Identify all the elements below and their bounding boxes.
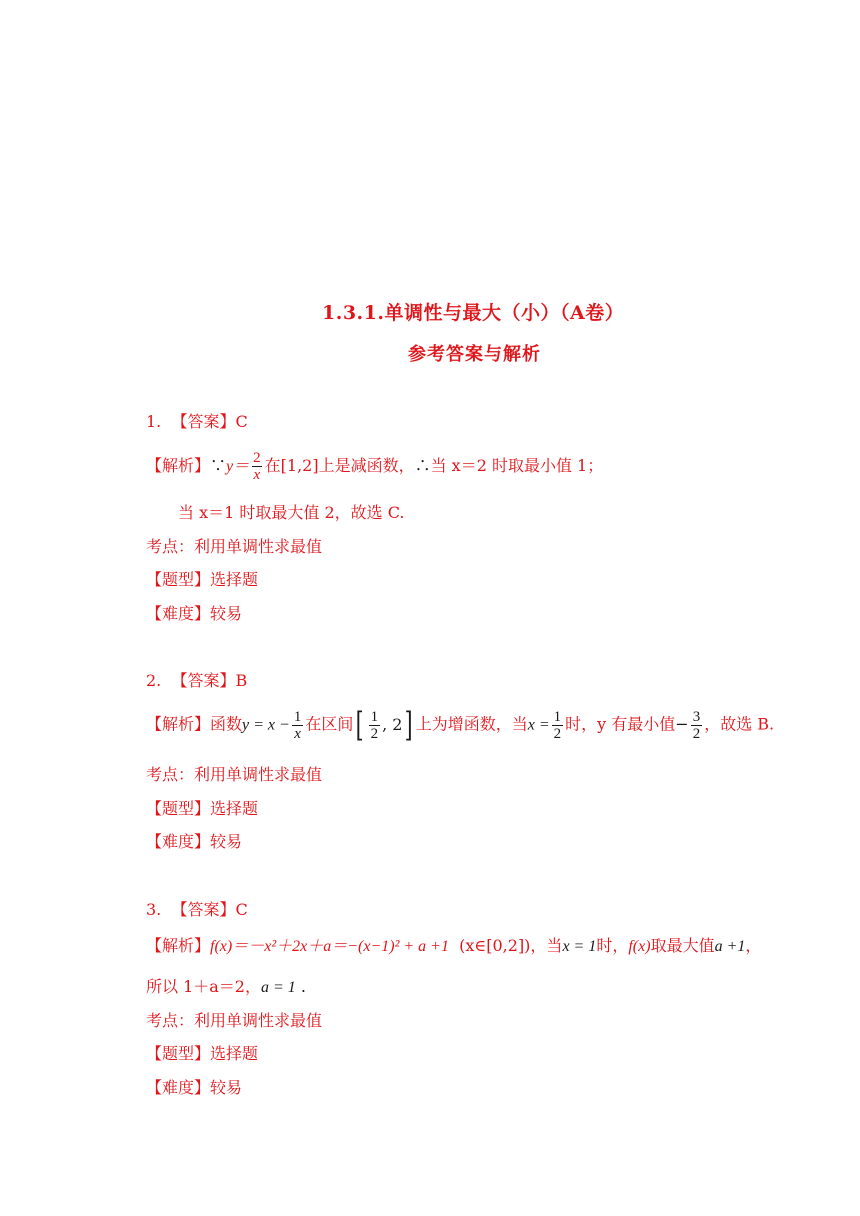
q2-text2: 在区间: [305, 714, 354, 734]
q2-interval-tail: , 2: [382, 714, 403, 734]
q3-difficulty-line: [146, 1077, 242, 1099]
q2-answer-label: 【答案】: [171, 671, 236, 690]
q2-diff-label: 【难度】: [146, 832, 211, 851]
q2-left-bracket: [: [355, 705, 364, 745]
q1-y-eq: y＝: [226, 458, 250, 475]
q1-cond1: 当 x＝2 时取最小值 1；: [430, 456, 604, 475]
q2-frac2: [369, 709, 381, 742]
q3-text1: ，当: [530, 936, 563, 955]
q1-answer-label: 【答案】: [171, 412, 236, 431]
q2-frac3: [552, 709, 564, 742]
q1-type-label: 【题型】: [146, 570, 211, 589]
q2-point: 考点：利用单调性求最值: [146, 765, 323, 784]
q2-interval: [353, 705, 415, 745]
q2-answer: B: [235, 671, 248, 690]
q3-type-line: [146, 1043, 258, 1065]
q3-analysis-line: [146, 935, 761, 958]
q1-therefore-symbol: ∴: [414, 456, 431, 475]
q2-text3: 上为增函数，当: [415, 714, 528, 734]
q3-text3: 取最大值: [650, 936, 715, 955]
q2-type: 选择题: [210, 799, 259, 818]
q3-analysis-line2: [146, 976, 306, 999]
q3-analysis-label: 【解析】: [146, 936, 211, 955]
q2-f2-den: 2: [370, 725, 379, 742]
q1-point: 考点：利用单调性求最值: [146, 537, 323, 556]
q1-frac-den: x: [253, 467, 261, 483]
q2-f3-num: 1: [553, 708, 562, 725]
q1-type: 选择题: [210, 570, 259, 589]
q1-diff-label: 【难度】: [146, 604, 211, 623]
q3-x-eq: x = 1: [562, 938, 597, 955]
q1-after-frac: 在[1,2]上是减函数，: [264, 456, 415, 475]
q3-text4: ，: [745, 936, 762, 955]
q3-number: 3.: [146, 900, 162, 919]
q3-max: a +1: [714, 938, 746, 955]
q3-expr1: f(x)＝－x²＋2x＋a＝−(x−1)² + a +1: [210, 938, 449, 955]
q1-analysis-label: 【解析】: [146, 456, 211, 475]
q2-difficulty-line: [146, 831, 242, 853]
q3-type-label: 【题型】: [146, 1044, 211, 1063]
q2-number: 2.: [146, 671, 162, 690]
q1-because-symbol: ∵: [210, 456, 227, 475]
q1-analysis-line: [146, 450, 603, 483]
q3-fx: f(x): [628, 938, 651, 955]
q2-f4-num: 3: [692, 708, 701, 725]
q3-line2a: 所以 1＋a＝2，: [146, 977, 261, 996]
q2-minus: −: [675, 714, 689, 734]
q3-answer-line: [146, 899, 248, 921]
q3-line2c: .: [295, 977, 306, 996]
q3-point: 考点：利用单调性求最值: [146, 1011, 323, 1030]
q3-text2: 时，: [596, 936, 629, 955]
page-subtitle: 参考答案与解析: [408, 344, 541, 365]
q1-diff: 较易: [210, 604, 243, 623]
q2-f4-den: 2: [692, 725, 701, 742]
q2-answer-line: [146, 670, 247, 692]
q3-diff: 较易: [210, 1078, 243, 1097]
q3-answer-label: 【答案】: [171, 900, 236, 919]
q2-type-line: [146, 798, 258, 820]
q3-domain: (x∈[0,2]): [459, 936, 531, 955]
q2-f1-num: 1: [293, 708, 302, 725]
page-title: 1.3.1.单调性与最大（小）（A卷）: [322, 302, 625, 324]
q2-right-bracket: ]: [405, 705, 414, 745]
q2-frac1: [292, 709, 304, 742]
q3-diff-label: 【难度】: [146, 1078, 211, 1097]
q1-answer-line: [146, 411, 248, 433]
q3-answer: C: [235, 900, 248, 919]
q2-f3-den: 2: [553, 725, 562, 742]
q1-analysis-line2: 当 x＝1 时取最大值 2，故选 C.: [178, 503, 405, 522]
q2-f2-num: 1: [370, 708, 379, 725]
q2-diff: 较易: [210, 832, 243, 851]
q1-number: 1.: [146, 412, 162, 431]
q2-analysis-label: 【解析】: [146, 714, 211, 734]
q1-fraction: [251, 450, 263, 483]
q2-text1: 函数: [210, 714, 243, 734]
q1-frac-num: 2: [253, 450, 261, 466]
q2-text5: ，故选 B.: [704, 714, 775, 734]
q2-analysis-line: [146, 705, 775, 745]
q2-f1-den: x: [294, 725, 301, 742]
q1-answer: C: [235, 412, 248, 431]
q2-text4: 时，y 有最小值: [565, 714, 676, 734]
q2-frac4: [691, 709, 703, 742]
q3-type: 选择题: [210, 1044, 259, 1063]
q2-expr: y = x −: [242, 716, 290, 734]
q2-type-label: 【题型】: [146, 799, 211, 818]
q2-x-eq: x =: [527, 716, 550, 734]
q1-difficulty-line: [146, 603, 242, 625]
q1-type-line: [146, 569, 258, 591]
q3-line2b: a = 1: [261, 979, 296, 996]
